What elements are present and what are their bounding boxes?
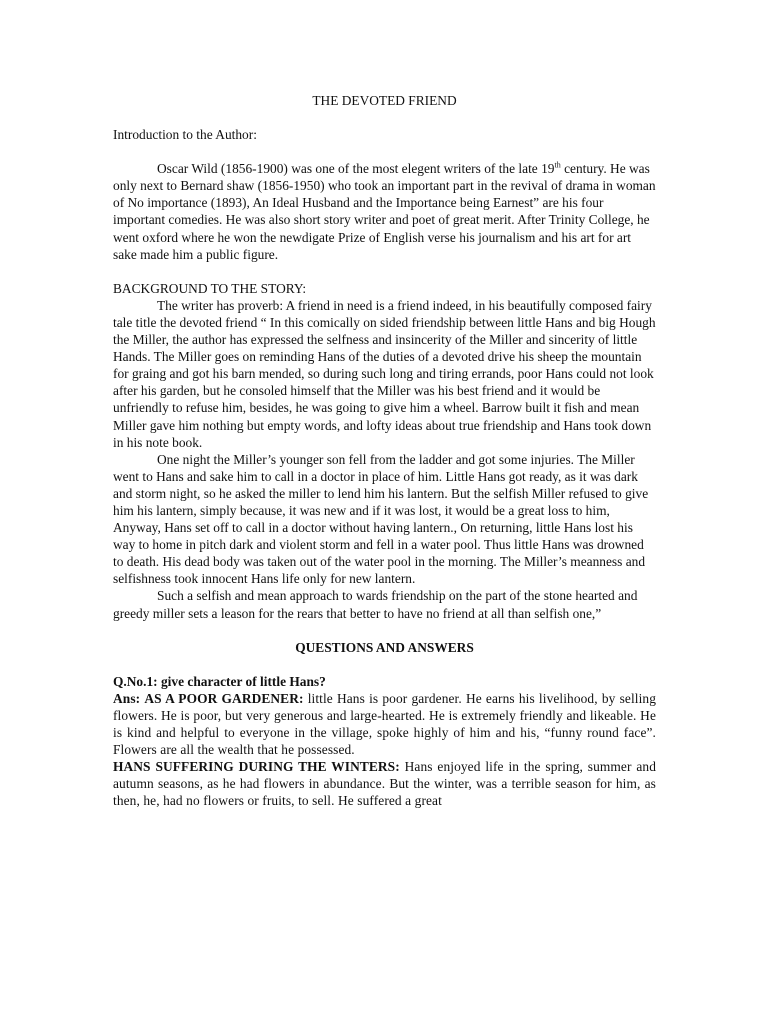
background-paragraph-3: Such a selfish and mean approach to wards friendship on the part of the stone hearted and greedy miller sets a leason for the rears that better to have no friend at all than selfish one,” xyxy=(113,588,638,621)
intro-heading: Introduction to the Author: xyxy=(113,127,257,143)
background-paragraph-1: The writer has proverb: A friend in need is a friend indeed, in his beautifully composed fairy tale title the devoted friend “ In this comically on sided friendship between little Hans and big Hough the Miller, the author has expressed the selfness and insincerity of the Miller and sincerity of little Hands. The Miller goes on reminding Hans of the duties of a devoted drive his sheep the mountain for graing and got his barn mended, so during such long and tiring errands, poor Hans could not look after his garden, but he consoled himself that the Miller was his best friend and it would be unfriendly to refuse him, besides, he was going to give him a wheel. Barrow built it fish and mean Miller gave him nothing but empty words, and lofty ideas about true friendship and Hans took down in his note book. xyxy=(113,297,656,450)
subheading-poor-gardener: AS A POOR GARDENER: xyxy=(144,690,304,706)
winters-text: Hans enjoyed life in the spring, summer and autumn seasons, as he had flowers in abundance. But the winter, was a terrible season for him, as then, he, had no flowers or fruits, to sell. He suffered a great xyxy=(113,759,657,809)
intro-superscript: th xyxy=(554,160,561,170)
answer-section-winters xyxy=(113,758,656,809)
spacer xyxy=(113,622,656,639)
intro-text-end: century. He was only next to Bernard shaw (1856-1950) who took an important part in the revival of drama in woman of No importance (1893), An Ideal Husband and the Importance being Earnest” are his four important comedies. He was also short story writer and poet of great merit. After Trinity College, he went oxford where he won the newdigate Prize of English verse his journalism and his art for art sake made him a public figure. xyxy=(113,161,656,262)
answer-section-poor-gardener xyxy=(113,690,656,758)
spacer xyxy=(113,656,656,673)
poor-gardener-text: little Hans is poor gardener. He earns his livelihood, by selling flowers. He is poor, but very generous and large-hearted. He is extremely friendly and likeable. He is kind and helpful to everyone in the village, spoke highly of him and his, “funny round face”. Flowers are all the wealth that he possessed. xyxy=(113,690,656,758)
spacer xyxy=(113,263,656,280)
spacer xyxy=(113,143,656,160)
document-title: THE DEVOTED FRIEND xyxy=(312,93,457,108)
background-heading: BACKGROUND TO THE STORY: xyxy=(113,280,307,296)
question-1: Q.No.1: give character of little Hans? xyxy=(113,673,326,689)
intro-text-start: Oscar Wild (1856-1900) was one of the most elegent writers of the late 19 xyxy=(157,161,555,177)
intro-paragraph xyxy=(113,160,656,263)
background-paragraph-2: One night the Miller’s younger son fell from the ladder and got some injuries. The Miller went to Hans and sake him to call in a doctor in place of him. Little Hans got ready, as it was dark and storm night, so he asked the miller to lend him his lantern. But the selfish Miller refused to give him his lantern, simply because, it was new and if it was lost, it would be a great loss to him, Anyway, Hans set off to call in a doctor without having lantern., On returning, little Hans lost his way to home in pitch dark and violent storm and fell in a water pool. Thus little Hans was drowned to death. His dead body was taken out of the water pool in the morning. The Miller’s meanness and selfishness took innocent Hans life only for new lantern. xyxy=(113,451,649,587)
qa-heading: QUESTIONS AND ANSWERS xyxy=(295,639,474,655)
answer-label: Ans: xyxy=(113,690,141,706)
subheading-winters: HANS SUFFERING DURING THE WINTERS: xyxy=(113,759,400,775)
